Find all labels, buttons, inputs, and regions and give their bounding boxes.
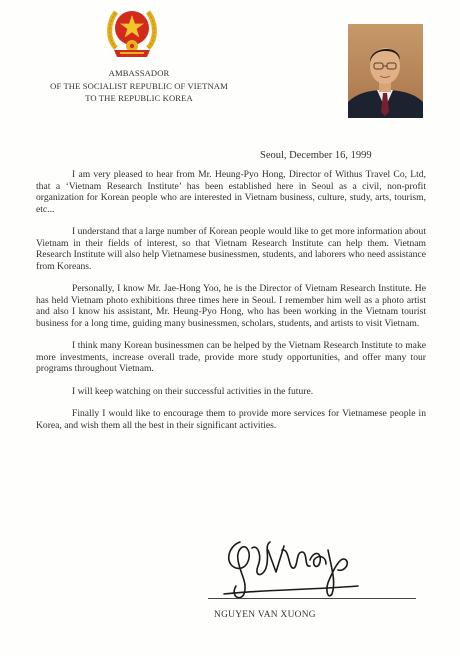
- letterhead: [34, 67, 244, 105]
- letter-body: [36, 169, 426, 442]
- paragraph: Finally I would like to encourage them to provide more services for Vietnamese people in Korea, and wish them all the best in their significant activities.: [36, 408, 426, 431]
- paragraph: I think many Korean businessmen can be helped by the Vietnam Research Institute to make more investments, increase overall trade, provide more study opportunities, and offer many tour programs throughout Vietnam.: [36, 340, 426, 374]
- paragraph: Personally, I know Mr. Jae-Hong Yoo, he is the Director of Vietnam Research Institute. He has held Vietnam photo exhibitions three times here in Seoul. I remember him well as a photo artist and also I know his assistant, Mr. Heung-Pyo Hong, who has been working in the Vietnam tourist business for a long time, guiding many businessmen, scholars, students, and artists to visit Vietnam.: [36, 283, 426, 329]
- paragraph: I will keep watching on their successful activities in the future.: [72, 385, 314, 397]
- letterhead-title: AMBASSADOR: [108, 68, 170, 78]
- portrait-image: [348, 24, 423, 118]
- letterhead-posting: TO THE REPUBLIC KOREA: [85, 93, 193, 103]
- letter-date: Seoul, December 16, 1999: [260, 150, 372, 161]
- handwritten-signature: [218, 520, 368, 605]
- signature-line: [208, 598, 416, 599]
- paragraph: I understand that a large number of Korean people would like to get more information about Vietnam in their fields of interest, so that Vietnam Research Institute can help them. Vietnam Research Institute will also help Vietnamese businessmen, students, and laborers who need assistance from Koreans.: [36, 226, 426, 272]
- vietnam-national-emblem-icon: [106, 4, 158, 60]
- letterhead-country: OF THE SOCIALIST REPUBLIC OF VIETNAM: [50, 80, 228, 91]
- signer-name: NGUYEN VAN XUONG: [214, 610, 316, 620]
- ambassador-portrait-photo: [348, 24, 423, 118]
- paragraph: I am very pleased to hear from Mr. Heung-Pyo Hong, Director of Withus Travel Co, Ltd, that a ‘Vietnam Research Institute’ has been established here in Seoul as a civil, non-profit organization for Korean people who are interested in Vietnam business, culture, study, arts, tourism, etc...: [36, 169, 426, 215]
